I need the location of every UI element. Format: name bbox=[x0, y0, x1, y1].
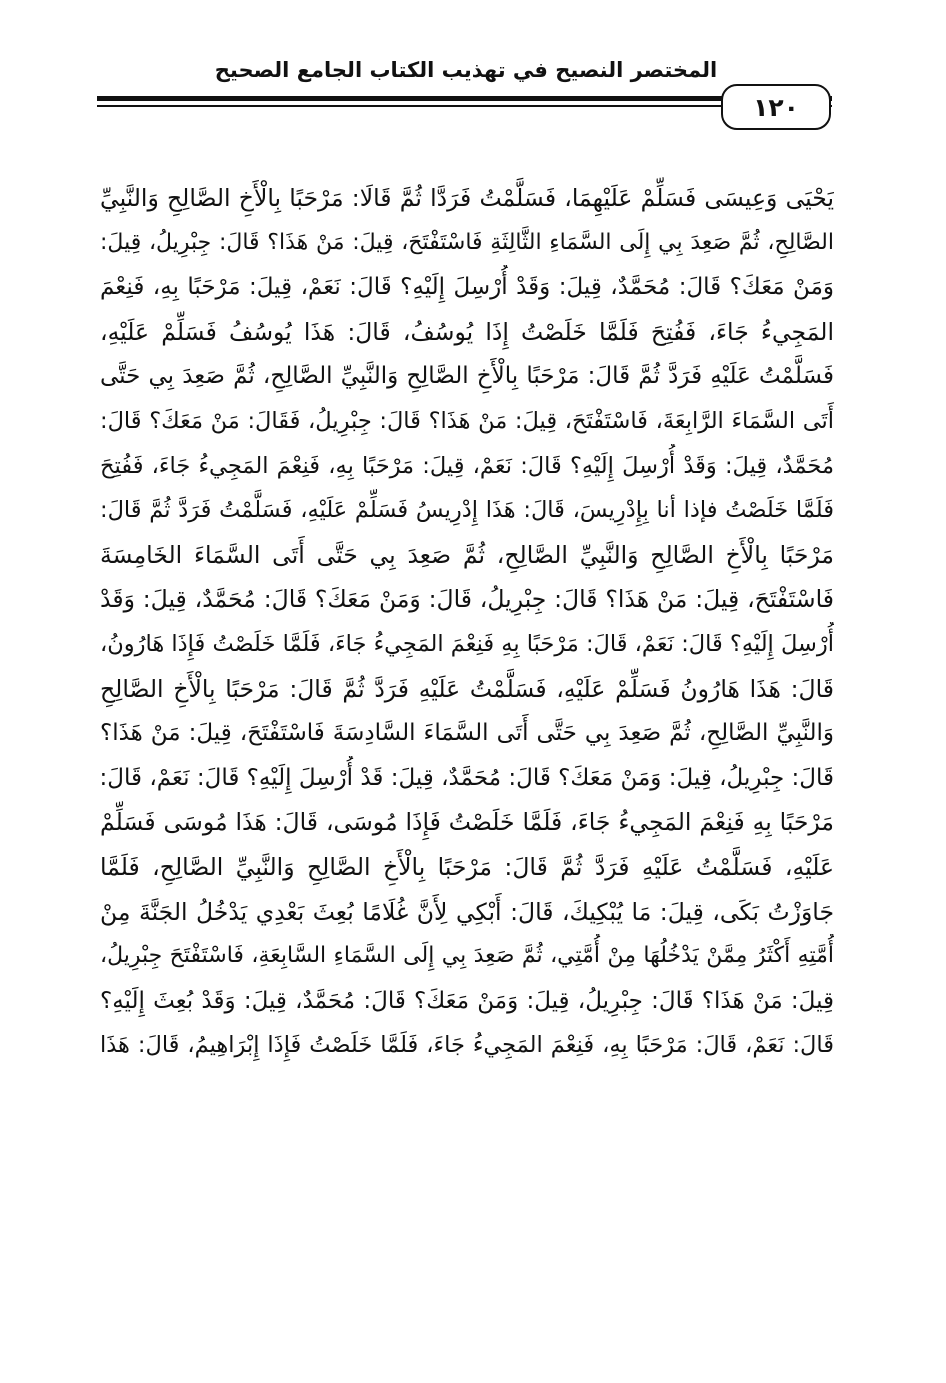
text-line: فَاسْتَفْتَحَ، قِيلَ: مَنْ هَذَا؟ قَالَ: جِبْرِيلُ، قَالَ: وَمَنْ مَعَكَ؟ قَالَ: مُحَمَّدٌ، قِيلَ: وَقَدْ bbox=[100, 585, 834, 614]
text-line: الصَّالِحِ، ثُمَّ صَعِدَ بِي إِلَى السَّمَاءِ الثَّالِثَةِ فَاسْتَفْتَحَ، قِيلَ: مَنْ هَذَا؟ قَالَ: جِبْرِيلُ، قِيلَ: bbox=[100, 229, 834, 255]
text-line: قَالَ: هَذَا هَارُونُ فَسَلِّمْ عَلَيْهِ، فَسَلَّمْتُ عَلَيْهِ فَرَدَّ ثُمَّ قَالَ: مَرْحَبًا بِالْأَخِ الصَّالِحِ bbox=[100, 674, 834, 703]
text-line: وَمَنْ مَعَكَ؟ قَالَ: مُحَمَّدٌ، قِيلَ: وَقَدْ أُرْسِلَ إِلَيْهِ؟ قَالَ: نَعَمْ، قِيلَ: مَرْحَبًا بِهِ، فَنِعْمَ bbox=[100, 274, 834, 301]
text-line: مَرْحَبًا بِهِ فَنِعْمَ المَجِيءُ جَاءَ، فَلَمَّا خَلَصْتُ فَإِذَا مُوسَى، قَالَ: هَذَا مُوسَى فَسَلِّمْ bbox=[100, 808, 834, 837]
text-line: أُمَّتِهِ أَكْثَرُ مِمَّنْ يَدْخُلُهَا مِنْ أُمَّتِي، ثُمَّ صَعِدَ بِي إِلَى السَّمَاءِ السَّابِعَةِ، فَاسْتَفْتَحَ جِبْرِيلُ، bbox=[100, 943, 834, 969]
text-line: مَرْحَبًا بِالْأَخِ الصَّالِحِ وَالنَّبِيِّ الصَّالِحِ، ثُمَّ صَعِدَ بِي حَتَّى أَتَى السَّمَاءَ الخَامِسَةَ bbox=[100, 540, 834, 569]
text-line: قَالَ: نَعَمْ، قَالَ: مَرْحَبًا بِهِ، فَنِعْمَ المَجِيءُ جَاءَ، فَلَمَّا خَلَصْتُ فَإِذَا إِبْرَاهِيمُ، قَالَ: هَذَا bbox=[100, 1032, 834, 1059]
page-number-box bbox=[721, 84, 831, 130]
text-line: عَلَيْهِ، فَسَلَّمْتُ عَلَيْهِ فَرَدَّ ثُمَّ قَالَ: مَرْحَبًا بِالْأَخِ الصَّالِحِ وَالنَّبِيِّ الصَّالِحِ، فَلَمَّا bbox=[100, 852, 834, 881]
text-line: جَاوَزْتُ بَكَى، قِيلَ: مَا يُبْكِيكَ، قَالَ: أَبْكِي لِأَنَّ غُلَامًا بُعِثَ بَعْدِي يَدْخُلُ الجَنَّةَ مِنْ bbox=[100, 897, 834, 926]
text-line: أُرْسِلَ إِلَيْهِ؟ قَالَ: نَعَمْ، قَالَ: مَرْحَبًا بِهِ فَنِعْمَ المَجِيءُ جَاءَ، فَلَمَّا خَلَصْتُ فَإِذَا هَارُونُ، bbox=[100, 630, 834, 657]
running-title: المختصر النصيح في تهذيب الكتاب الجامع الصحيح bbox=[214, 58, 718, 82]
text-line: وَالنَّبِيِّ الصَّالِحِ، ثُمَّ صَعِدَ بِي حَتَّى أَتَى السَّمَاءَ السَّادِسَةَ فَاسْتَفْتَحَ، قِيلَ: مَنْ هَذَا؟ bbox=[100, 720, 834, 747]
page-number: ١٢٠ bbox=[753, 92, 799, 122]
text-line: يَحْيَى وَعِيسَى فَسَلِّمْ عَلَيْهِمَا، فَسَلَّمْتُ فَرَدَّا ثُمَّ قَالَا: مَرْحَبًا بِالْأَخِ الصَّالِحِ وَالنَّبِيِّ bbox=[100, 184, 834, 212]
text-line: قَالَ: جِبْرِيلُ، قِيلَ: وَمَنْ مَعَكَ؟ قَالَ: مُحَمَّدٌ، قِيلَ: قَدْ أُرْسِلَ إِلَيْهِ؟ قَالَ: نَعَمْ، قَالَ: bbox=[100, 764, 834, 791]
text-line: فَسَلَّمْتُ عَلَيْهِ فَرَدَّ ثُمَّ قَالَ: مَرْحَبًا بِالْأَخِ الصَّالِحِ وَالنَّبِيِّ الصَّالِحِ، ثُمَّ صَعِدَ بِي حَتَّى bbox=[100, 363, 834, 390]
text-line: فَلَمَّا خَلَصْتُ فإذا أنا بِإِدْرِيسَ، قَالَ: هَذَا إِدْرِيسُ فَسَلِّمْ عَلَيْهِ، فَسَلَّمْتُ فَرَدَّ ثُمَّ قَالَ: bbox=[100, 497, 834, 524]
text-line: قِيلَ: مَنْ هَذَا؟ قَالَ: جِبْرِيلُ، قِيلَ: وَمَنْ مَعَكَ؟ قَالَ: مُحَمَّدٌ، قِيلَ: وَقَدْ بُعِثَ إِلَيْهِ؟ bbox=[100, 987, 834, 1014]
text-line: مُحَمَّدٌ، قِيلَ: وَقَدْ أُرْسِلَ إِلَيْهِ؟ قَالَ: نَعَمْ، قِيلَ: مَرْحَبًا بِهِ، فَنِعْمَ المَجِيءُ جَاءَ، فَفُتِحَ bbox=[100, 452, 834, 479]
text-line: المَجِيءُ جَاءَ، فَفُتِحَ فَلَمَّا خَلَصْتُ إِذَا يُوسُفُ، قَالَ: هَذَا يُوسُفُ فَسَلِّمْ عَلَيْهِ، bbox=[100, 317, 834, 346]
body-text bbox=[100, 176, 834, 1068]
text-line: أَتَى السَّمَاءَ الرَّابِعَةَ، فَاسْتَفْتَحَ، قِيلَ: مَنْ هَذَا؟ قَالَ: جِبْرِيلُ، فَقَالَ: مَنْ مَعَكَ؟ قَالَ: bbox=[100, 407, 834, 434]
